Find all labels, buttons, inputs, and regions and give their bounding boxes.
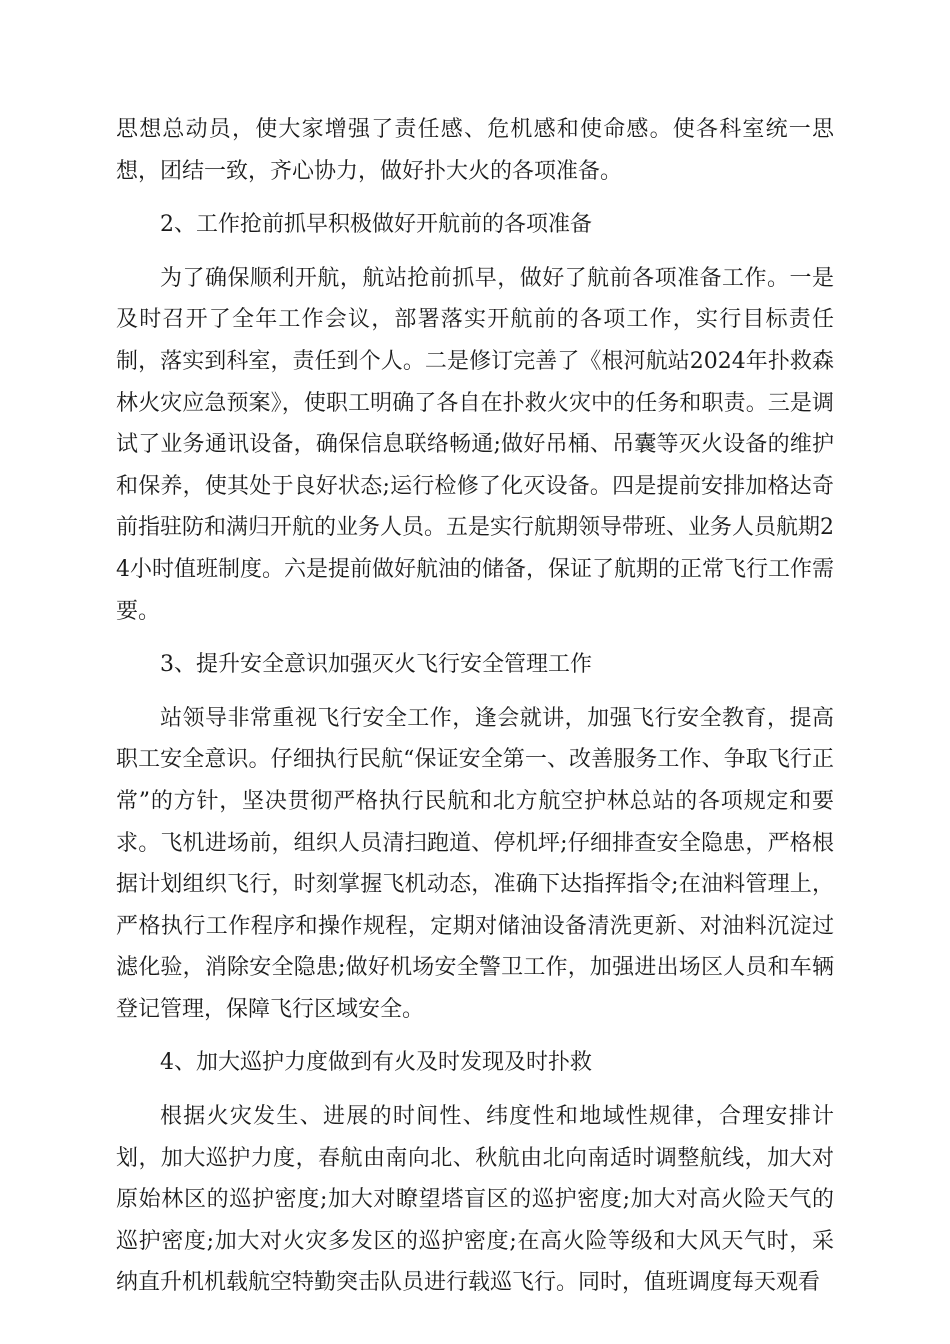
paragraph-patrol: 根据火灾发生、进展的时间性、纬度性和地域性规律，合理安排计划，加大巡护力度，春航由南向北、秋航由北向南适时调整航线，加大对原始林区的巡护密度;加大对瞭望塔盲区的巡护密度;加大对高火险天气的巡护密度;加大对火灾多发区的巡护密度;在高火险等级和大风天气时，采纳直升机机载航空特勤突击队员进行载巡飞行。同时，值班调度每天观看 [116, 1104, 834, 1296]
section-heading-3: 3、提升安全意识加强灭火飞行安全管理工作 [160, 652, 592, 678]
paragraph-safety: 站领导非常重视飞行安全工作，逢会就讲，加强飞行安全教育，提高职工安全意识。仔细执行民航“保证安全第一、改善服务工作、争取飞行正常”的方针，坚决贯彻严格执行民航和北方航空护林总站的各项规定和要求。飞机进场前，组织人员清扫跑道、停机坪;仔细排查安全隐患，严格根据计划组织飞行，时刻掌握飞机动态，准确下达指挥指令;在油料管理上，严格执行工作程序和操作规程，定期对储油设备清洗更新、对油料沉淀过滤化验，消除安全隐患;做好机场安全警卫工作，加强进出场区人员和车辆登记管理，保障飞行区域安全。 [116, 705, 834, 1022]
paragraph-preparation: 为了确保顺利开航，航站抢前抓早，做好了航前各项准备工作。一是及时召开了全年工作会议，部署落实开航前的各项工作，实行目标责任制，落实到科室，责任到个人。二是修订完善了《根河航站2024年扑救森林火灾应急预案》，使职工明确了各自在扑救火灾中的任务和职责。三是调试了业务通讯设备，确保信息联络畅通;做好吊桶、吊囊等灭火设备的维护和保养，使其处于良好状态;运行检修了化灭设备。四是提前安排加格达奇前指驻防和满归开航的业务人员。五是实行航期领导带班、业务人员航期24小时值班制度。六是提前做好航油的储备，保证了航期的正常飞行工作需要。 [116, 265, 834, 624]
section-heading-4: 4、加大巡护力度做到有火及时发现及时扑救 [160, 1050, 592, 1076]
paragraph-continuation: 思想总动员，使大家增强了责任感、危机感和使命感。使各科室统一思想，团结一致，齐心协力，做好扑大火的各项准备。 [116, 117, 834, 184]
document-page [116, 109, 834, 1316]
section-heading-2: 2、工作抢前抓早积极做好开航前的各项准备 [160, 212, 592, 238]
